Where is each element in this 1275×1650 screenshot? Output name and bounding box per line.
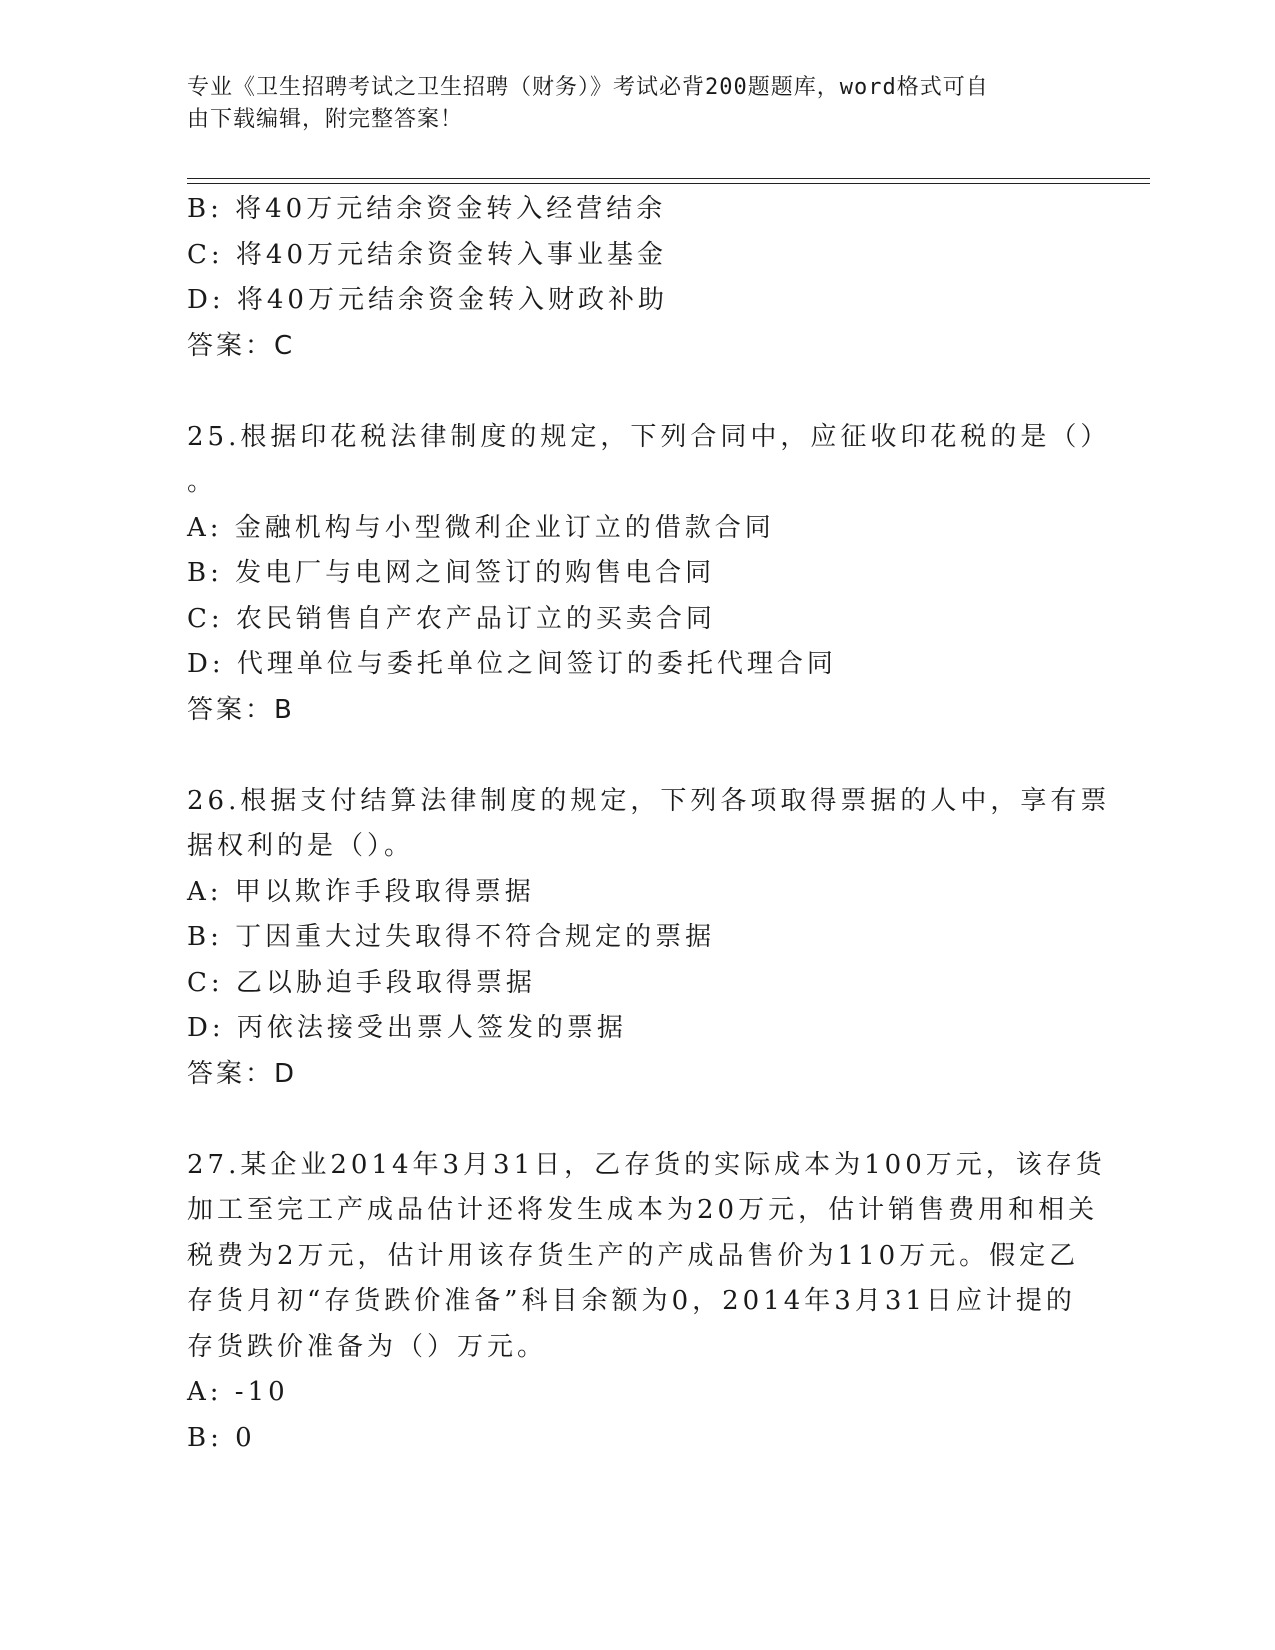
question-27 xyxy=(187,1143,1106,1462)
spacer xyxy=(187,369,1087,415)
option-c: C: 乙以胁迫手段取得票据 xyxy=(187,967,536,998)
option-d: D: 代理单位与委托单位之间签订的委托代理合同 xyxy=(187,649,837,679)
option-d: D: 将40万元结余资金转入财政补助 xyxy=(187,285,668,315)
question-stem-line: 加工至完工产成品估计还将发生成本为20万元，估计销售费用和相关 xyxy=(187,1195,1099,1225)
option-a: A: -10 xyxy=(187,1377,289,1407)
question-stem-line: 27.某企业2014年3月31日，乙存货的实际成本为100万元，该存货 xyxy=(187,1149,1106,1180)
question-stem-line: 税费为2万元，估计用该存货生产的产成品售价为110万元。假定乙 xyxy=(187,1240,1080,1271)
answer-line: 答案：B xyxy=(187,694,295,725)
question-stem-line: 26.根据支付结算法律制度的规定，下列各项取得票据的人中，享有票 xyxy=(187,785,1111,816)
option-c: C: 农民销售自产农产品订立的买卖合同 xyxy=(187,603,716,634)
option-b: B: 将40万元结余资金转入经营结余 xyxy=(187,194,667,224)
header-divider-thick xyxy=(187,178,1150,179)
spacer xyxy=(187,1097,1087,1143)
option-d: D: 丙依法接受出票人签发的票据 xyxy=(187,1013,627,1043)
header-divider-thin xyxy=(187,183,1150,184)
option-a: A: 甲以欺诈手段取得票据 xyxy=(187,876,535,907)
option-a: A: 金融机构与小型微利企业订立的借款合同 xyxy=(187,512,775,543)
question-25 xyxy=(187,415,1111,734)
option-b: B: 丁因重大过失取得不符合规定的票据 xyxy=(187,922,716,952)
question-stem-line: 存货跌价准备为（）万元。 xyxy=(187,1331,548,1362)
question-stem-line: 存货月初“存货跌价准备”科目余额为0，2014年3月31日应计提的 xyxy=(187,1286,1076,1316)
answer-line: 答案：C xyxy=(187,330,296,361)
answer-line: 答案：D xyxy=(187,1058,298,1089)
option-c: C: 将40万元结余资金转入事业基金 xyxy=(187,239,668,270)
prev-question-block xyxy=(187,187,1087,369)
header-line-2: 由下载编辑，附完整答案！ xyxy=(187,107,464,132)
document-header xyxy=(187,72,1087,136)
header-line-1: 专业《卫生招聘考试之卫生招聘（财务）》考试必背200题题库，word格式可自 xyxy=(187,75,989,100)
question-26 xyxy=(187,779,1111,1098)
spacer xyxy=(187,733,1087,779)
option-b: B: 发电厂与电网之间签订的购售电合同 xyxy=(187,558,716,588)
question-content xyxy=(187,187,1111,1461)
question-stem-line: 25.根据印花税法律制度的规定，下列合同中，应征收印花税的是（） xyxy=(187,421,1111,452)
question-stem-line: 据权利的是（）。 xyxy=(187,831,415,861)
option-b: B: 0 xyxy=(187,1422,256,1453)
question-stem-line: 。 xyxy=(187,467,218,497)
